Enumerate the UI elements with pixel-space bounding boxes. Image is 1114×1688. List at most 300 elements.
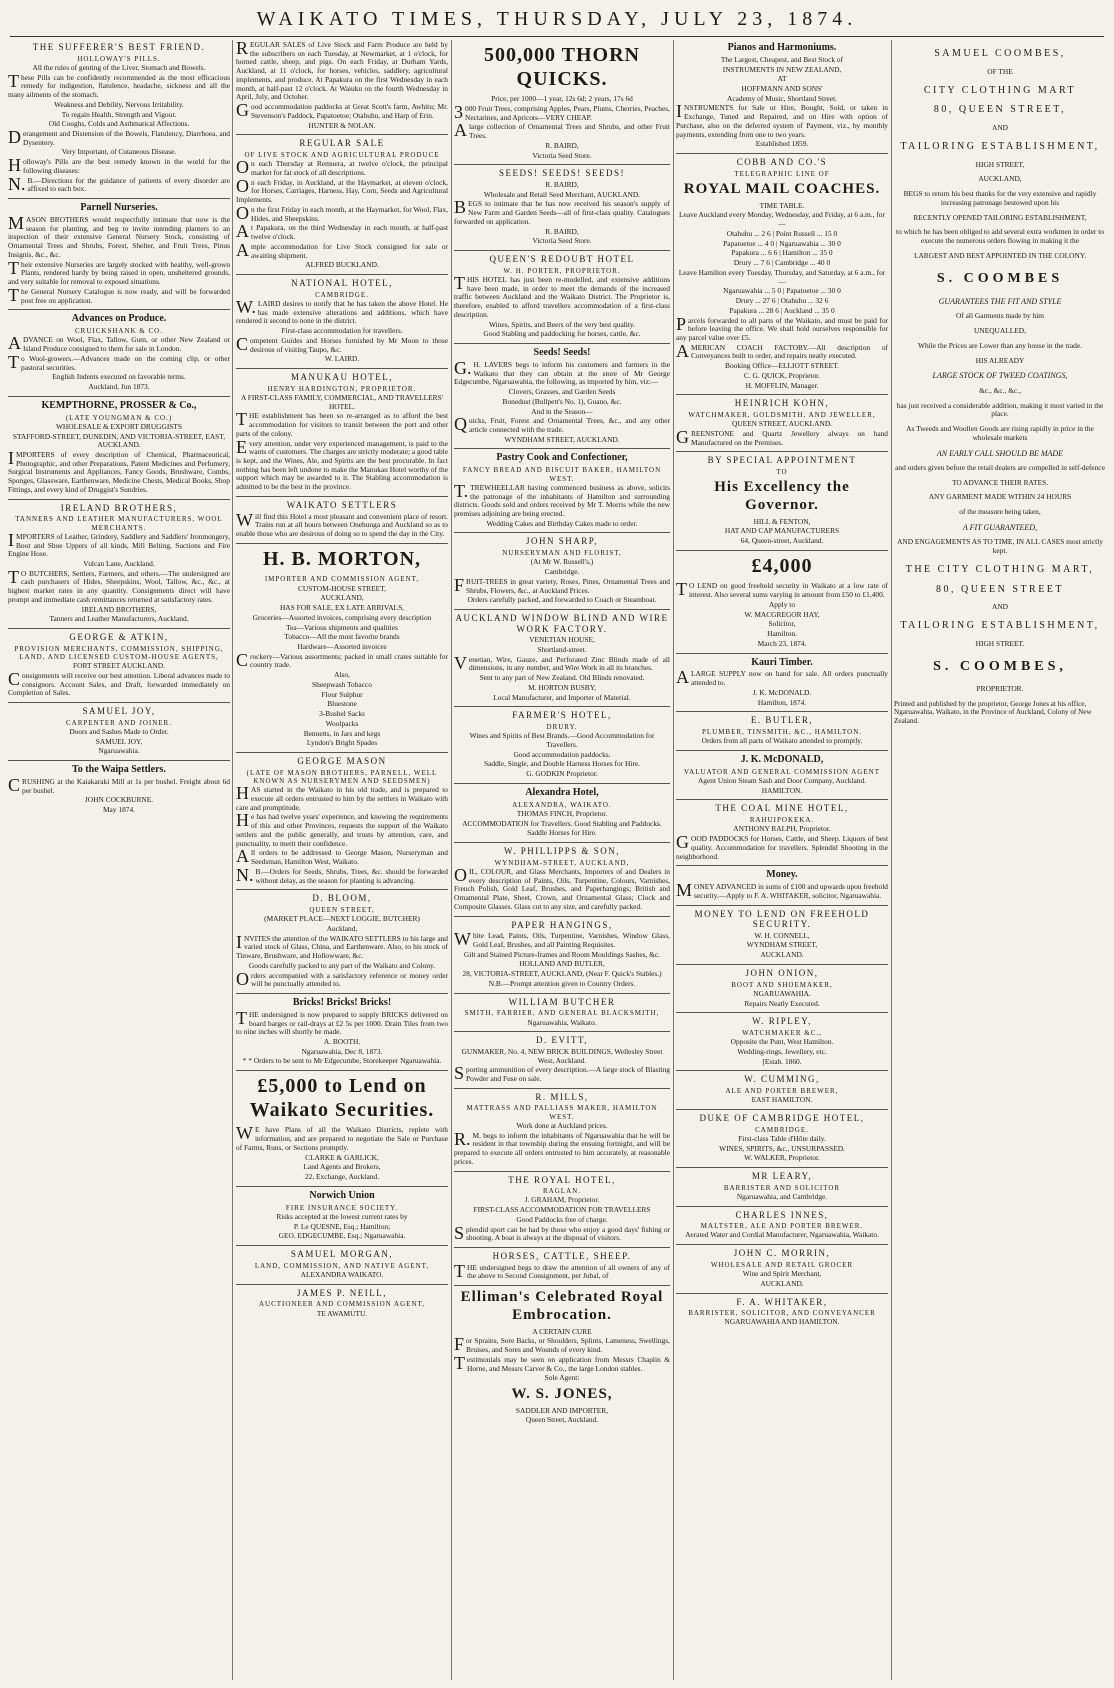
advert-text: Splendid sport can be had by those who enjoy a good days' fishing or shooting. A boat is always at the disposal of visitors. — [454, 1222, 670, 1243]
advert-text: Papatoetoe ... 4 0 | Ngaruawahia ... 30 0 — [723, 238, 841, 248]
advert-subheading: WHOLESALE AND RETAIL GROCER — [710, 1260, 854, 1269]
advert-heading: PAPER HANGINGS, — [511, 919, 613, 930]
advert-text: THE undersigned begs to draw the attention of all owners of any of the above to Second Consignment, per Jubal, of — [454, 1260, 670, 1281]
advert-heading: Alexandra Hotel, — [525, 786, 599, 798]
advert-text: ADVANCE on Wool, Flax, Tallow, Gum, or other New Zealand or Island Produce consigned to them for sale in London. — [8, 333, 230, 354]
advert-line: CITY CLOTHING MART — [923, 84, 1077, 96]
advertisement — [676, 1016, 888, 1071]
advert-subheading: MATTRASS AND PALLIASS MAKER, HAMILTON WEST. — [466, 1104, 658, 1121]
advert-text: GOOD PADDOCKS for Horses, Cattle, and Sheep. Liquors of best quality. Accommodation for travellers. Splendid Shooting in the neighborhood. — [676, 832, 888, 861]
advert-text: T.TREWHEELLAR having commenced business as above, solicits the patronage of the inhabitants of Hamilton and surrounding districts. Goods sold and orders received by Mr T. Morris while the new premises adjoining are being erected. — [454, 480, 670, 518]
advert-text: Orders carefully packed, and forwarded to Coach or Steamboat. — [467, 595, 657, 605]
advertisement — [454, 44, 670, 165]
advert-text: ALARGE SUPPLY now on hand for sale. All orders punctually attended to. — [676, 667, 888, 688]
advert-subheading: VALUATOR AND GENERAL COMMISSION AGENT — [684, 767, 880, 776]
advert-text: For Sprains, Sore Backs, or Shoulders, Splints, Lameness, Swellings, Bruises, and Sores and Wounds of every kind. — [454, 1334, 670, 1355]
advert-text: Gilt and Stained Picture-frames and Room Mouldings Sashes, &c. — [463, 949, 661, 959]
advertisement — [676, 42, 888, 154]
advert-text: Established 1859. — [755, 139, 809, 149]
advert-heading: WILLIAM BUTCHER — [508, 996, 616, 1007]
advert-subheading: DRURY. — [546, 722, 578, 731]
advert-line: GUARANTEES THE FIT AND STYLE — [938, 297, 1062, 307]
advert-heading: JOHN ONION, — [745, 967, 819, 978]
advert-text: Auckland, — [326, 923, 358, 933]
advert-heading: Parnell Nurseries. — [80, 202, 158, 214]
advert-text: Doors and Sashes Made to Order. — [69, 727, 169, 737]
advert-heading: £4,000 — [751, 554, 813, 577]
advert-subheading: CAMBRIDGE. — [755, 1125, 809, 1134]
advert-heading: 500,000 THORN QUICKS. — [484, 44, 640, 90]
advert-text: AUCKLAND, — [320, 593, 364, 603]
advert-text: Saddle, Single, and Double Harness Horses for Hire. — [484, 759, 640, 769]
advert-text: CRUSHING at the Kaiakaraki Mill at 1s per bushel. Freight about 6d per bushel. — [8, 775, 230, 796]
advertisement — [454, 710, 670, 784]
advert-text: R.M. begs to inform the inhabitants of Ngaruawahia that he will be resident in that township during the ensuing fortnight, and will be prepared to execute all orders entrusted to him accurately, at reasonable prices. — [454, 1128, 670, 1166]
advertisement — [454, 997, 670, 1033]
advert-text: HOFFMANN AND SONS' — [741, 84, 823, 93]
advert-text: 64, Queen-street, Auckland. — [740, 536, 824, 546]
advert-text: STAFFORD-STREET, DUNEDIN, AND VICTORIA-STREET, EAST, AUCKLAND. — [12, 431, 226, 450]
advert-text: W. MACGREGOR HAY, — [744, 609, 820, 619]
advert-text: Holloway's Pills are the best remedy known in the world for the following diseases: — [8, 155, 230, 176]
advert-line: RECENTLY OPENED TAILORING ESTABLISHMENT, — [913, 212, 1087, 222]
advert-text: R. BAIRD, — [545, 140, 579, 150]
advert-text: HUNTER & NOLAN. — [308, 120, 376, 130]
advert-text: ACCOMMODATION for Travellers. Good Stabling and Paddocks. — [462, 818, 662, 828]
advert-subheading: W. H. PORTER, PROPRIETOR. — [503, 266, 621, 275]
advert-heading: H. B. MORTON, — [262, 547, 422, 570]
advert-text: Agent Union Steam Sash and Door Company, Auckland. — [697, 775, 867, 785]
advert-heading: QUEEN'S REDOUBT HOTEL — [489, 254, 635, 265]
advert-line: AND ENGAGEMENTS AS TO TIME, IN ALL CASES most strictly kept. — [897, 537, 1103, 556]
advert-heading: Kauri Timber. — [751, 656, 813, 668]
advert-text: QUEEN STREET, AUCKLAND. — [731, 419, 833, 429]
advert-text: THE establishment has been so re-arranged as to afford the best accommodation for visitors to transit between the port and other parts of the colony. — [236, 409, 448, 438]
advertisement — [454, 613, 670, 707]
advert-text: And in the Season— — [531, 406, 593, 416]
advert-heading: WAIKATO SETTLERS — [286, 499, 398, 510]
masthead: WAIKATO TIMES, THURSDAY, JULY 23, 1874. — [256, 8, 858, 30]
advert-line: A FIT GUARANTEED, — [962, 522, 1038, 532]
advertisement — [454, 787, 670, 843]
advert-text: A FIRST-CLASS FAMILY, COMMERCIAL, AND TRAVELLERS' HOTEL. — [240, 392, 444, 411]
advert-text: Orders accompanied with a satisfactory reference or money order will be punctually attended to. — [236, 968, 448, 989]
advert-text: WE have Plans of all the Waikato Districts, replete with information, and are prepared to negotiate the Sale or Purchase of Farms, Runs, or Sections promptly. — [236, 1123, 448, 1152]
advert-heading: HORSES, CATTLE, SHEEP. — [492, 1251, 632, 1262]
advertisement — [236, 756, 448, 890]
advert-text: (MARKET PLACE—NEXT LOGGIE, BUTCHER) — [264, 914, 420, 924]
advertisement — [8, 42, 230, 199]
advert-text: R. BAIRD, — [545, 179, 579, 189]
advert-subheading: ALE AND PORTER BREWER, — [725, 1086, 839, 1095]
advert-text: HOLLAND AND BUTLER, — [519, 959, 605, 969]
advert-heading: SAMUEL MORGAN, — [290, 1249, 394, 1260]
advert-heading: AUCKLAND WINDOW BLIND AND WIRE WORK FACTORY. — [455, 612, 669, 634]
advert-text: FRUIT-TREES in great variety, Roses, Pines, Ornamental Trees and Shrubs, Flowers, &c., at Auckland Prices. — [454, 574, 670, 595]
advert-text: Bennetts, in Jars and kegs — [303, 728, 381, 738]
advert-text: P. Le QUESNE, Esq.; Hamilton; — [293, 1221, 391, 1231]
advert-text: SADDLER AND IMPORTER, — [515, 1405, 609, 1415]
advertisement — [8, 202, 230, 310]
advert-subheading: IMPORTER AND COMMISSION AGENT, — [264, 575, 420, 584]
advert-heading: Pianos and Harmoniums. — [727, 42, 837, 53]
advertisement — [236, 41, 448, 135]
advert-heading: COBB AND CO.'S — [736, 157, 828, 168]
advert-text: All orders to be addressed to George Mason, Nurseryman and Seedsman, Hamilton West, Waikato. — [236, 846, 448, 867]
advert-heading: Pastry Cook and Confectioner, — [496, 452, 628, 464]
advert-text: H. MOFFLIN, Manager. — [745, 380, 819, 390]
column-divider — [232, 40, 233, 1680]
advert-text: 3000 Fruit Trees, comprising Apples, Pears, Plums, Cherries, Peaches, Nectarines, and Apricots—VERY CHEAP. — [454, 101, 670, 122]
advert-text: Groceries—Assorted invoices, comprising every description — [252, 612, 432, 622]
advert-line: AN EARLY CALL SHOULD BE MADE — [936, 448, 1064, 458]
advert-heading: FARMER'S HOTEL, — [512, 710, 612, 721]
advert-text: Leave Hamilton every Tuesday, Thursday, and Saturday, at 6 a.m., for— — [678, 267, 886, 286]
advert-text: SAMUEL JOY, — [95, 736, 143, 746]
advert-line: 80, QUEEN STREET — [935, 583, 1065, 595]
advert-text: AUCKLAND. — [760, 950, 804, 960]
advert-subheading: WYNDHAM-STREET, AUCKLAND, — [494, 858, 630, 867]
advertisement — [8, 313, 230, 396]
advert-heading: Elliman's Celebrated Royal Embrocation. — [460, 1289, 664, 1323]
advert-text: Solicitor, — [768, 619, 796, 629]
advert-text: W. LAIRD. — [324, 354, 360, 364]
advert-text: HAMILTON. — [761, 785, 803, 795]
advert-heading: BY SPECIAL APPOINTMENT — [707, 455, 857, 466]
advert-heading: F. A. WHITAKER, — [736, 1296, 828, 1307]
advert-text: Apply to — [768, 599, 796, 609]
advert-text: Ngaruawahia, and Cambridge. — [736, 1191, 828, 1201]
advertisement — [676, 1210, 888, 1246]
advertisement — [454, 254, 670, 344]
advert-text: R. BAIRD, — [545, 226, 579, 236]
advert-text: Queen Street, Auckland. — [525, 1415, 599, 1425]
advert-heading: Money. — [766, 869, 798, 881]
advert-text: AMERICAN COACH FACTORY.—All description of Conveyances built to order, and repairs neatly executed. — [676, 340, 888, 361]
advert-text: ANTHONY RALPH, Proprietor. — [733, 824, 831, 834]
advert-text: Hamilton. — [767, 629, 797, 639]
advert-text: HAS started in the Waikato in his old trade, and is prepared to execute all orders entrusted to him by the settlers in Waikato with care and promptitude. — [236, 783, 448, 812]
advert-text: Ngaruawahia, Dec 8, 1873. — [301, 1046, 383, 1056]
advert-text: FIRST-CLASS ACCOMMODATION FOR TRAVELLERS — [473, 1205, 651, 1215]
advert-text: WHOLESALE & EXPORT DRUGGISTS — [55, 421, 183, 431]
advert-text: THIS HOTEL has just been re-modelled, and extensive additions have been made, in order to meet the demands of the increased traffic between Auckland and the Waikato District. The Proprietor is, therefore, enabled to afford travellers accommodation of a first-class description. — [454, 272, 670, 319]
advert-text: Work done at Auckland prices. — [516, 1120, 608, 1130]
advert-line: UNEQUALLED, — [974, 326, 1026, 336]
advert-heading: SAMUEL JOY, — [82, 706, 156, 717]
advert-line: AND — [991, 602, 1008, 612]
advert-text: A CERTAIN CURE — [532, 1326, 592, 1336]
advert-heading: KEMPTHORNE, PROSSER & Co., — [41, 399, 197, 411]
advertisement — [454, 1175, 670, 1249]
advert-text: Ample accommodation for Live Stock consigned for sale or awaiting shipment. — [236, 239, 448, 260]
advert-text: Ngaruawahia, Waikato. — [527, 1017, 597, 1027]
advert-line: of the measure being taken, — [959, 507, 1041, 517]
advert-text: Flour Sulphur — [321, 689, 363, 699]
advertisement — [454, 846, 670, 917]
advert-line: has just received a considerable addition, making it most varied in the place. — [896, 400, 1104, 419]
advert-text: Booking Office—ELLIOTT STREET. — [725, 361, 839, 371]
advert-text: Every attention, under very experienced management, is paid to the wants of customers. The charges are strictly moderate; a good table is kept, and the Wines, Ale, and Spirits are the best procurable. In fact nothing has been left undone to make the Manukau Hotel worthy of the support which may be awarded to it. The Stabling accommodation is admitted to be the best in the province. — [236, 436, 448, 492]
advert-line: HIS ALREADY — [975, 355, 1025, 365]
advert-line: Printed and published by the proprietor, George Jones at his office, Ngaruawahia, Waikato, in the Province of Auckland, Colony of New Zealand. — [894, 699, 1092, 725]
advert-subheading: PROVISION MERCHANTS, COMMISSION, SHIPPING, LAND, AND LICENSED CUSTOM-HOUSE AGENTS, — [14, 644, 224, 661]
advert-text: INSTRUMENTS for Sale or Hire, Bought, Sold, or taken in Exchange, Tuned and Repaired, and on Hire with option of Purchase, also on the deferred system of Payment, viz., by monthly payments, extending from one to two years. — [676, 101, 888, 139]
advert-text: All the rules of genting of the Liver, Stomach and Bowels. — [32, 62, 206, 72]
advert-line: Of all Garments made by him — [955, 311, 1045, 321]
advert-text: W.LAIRD desires to notify that he has taken the above Hotel. He has made extensive alterations and additions, which have rendered it second to none in the district. — [236, 296, 448, 326]
advert-text: ALFRED BUCKLAND. — [305, 260, 379, 270]
advertisement — [236, 1249, 448, 1285]
advert-text: IMPORTERS of every description of Chemical, Pharmaceutical, Photographic, and other Preparations, Patent Medicines and Perfumery, Surgical Instruments and Appliances, Fancy Goods, Brushware, Combs, Sponges, Glassware, Earthenware, Medicine Chests, Medical Books, Shop Fittings, and every kind of Druggist's Sundries. — [8, 447, 230, 494]
advert-heading: £5,000 to Lend on Waikato Securities. — [249, 1075, 435, 1121]
advert-subheading: (LATE OF MASON BROTHERS, PARNELL, WELL KNOWN AS NURSERYMEN AND SEEDSMEN) — [246, 768, 438, 785]
advert-text: Price, per 1000—1 year, 12s 6d; 2 years, 17s 6d — [491, 94, 633, 104]
advert-text: INSTRUMENTS IN NEW ZEALAND, — [722, 64, 842, 74]
advertisement — [676, 968, 888, 1013]
advert-line: PROPRIETOR. — [976, 684, 1024, 694]
advert-subheading: RAGLAN. — [543, 1187, 581, 1196]
advert-text: Drury ... 7 6 | Cambridge ... 40 0 — [733, 258, 831, 268]
advertisement — [236, 1075, 448, 1187]
advert-text: HILL & FENTON, — [753, 516, 811, 526]
advert-text: Sporting ammunition of every description.—A large stock of Blasting Powder and Fuse on sale. — [454, 1063, 670, 1084]
advert-text: English Indents executed on favorable terms. — [52, 372, 186, 382]
advert-line: THE CITY CLOTHING MART, — [905, 563, 1095, 575]
advert-heading: NATIONAL HOTEL, — [291, 278, 393, 289]
advertisement — [236, 372, 448, 497]
advert-text: Hamilton, 1874. — [757, 697, 807, 707]
advert-text: The Largest, Cheapest, and Best Stock of — [720, 54, 844, 64]
advert-text: 3-Bushel Sacks — [319, 709, 365, 719]
advert-line: OF THE — [987, 66, 1013, 76]
advert-heading: D. EVITT, — [535, 1035, 589, 1046]
advert-heading: HEINRICH KOHN, — [734, 398, 830, 409]
advert-text: The General Nursery Catalogue is now ready, and will be forwarded post free on application. — [8, 284, 230, 305]
advert-line: S. COOMBES — [936, 270, 1064, 286]
advert-text: Wines and Spirits of Best Brands.—Good Accommodation for Travellers. — [469, 731, 655, 749]
advert-text: N.B.—Prompt attention given to Country Orders. — [488, 978, 636, 988]
advert-text: Good Paddocks free of charge. — [516, 1214, 608, 1224]
masthead-rule — [10, 36, 1104, 37]
advert-text: (At Mr W. Russell's,) — [530, 557, 594, 567]
advert-text: At Papakura, on the third Wednesday in each month, at half-past twelve o'clock. — [236, 221, 448, 242]
advert-text: Local Manufacturer, and Importer of Material. — [493, 692, 631, 702]
advert-text: First-class Table d'Hôte daily. — [738, 1133, 826, 1143]
advert-text: His Excellency the Governor. — [714, 479, 850, 513]
advert-subheading: TELEGRAPHIC LINE OF — [734, 169, 830, 178]
advert-line: AND — [991, 123, 1008, 133]
advert-heading: MONEY TO LEND ON FREEHOLD SECURITY. — [694, 908, 870, 930]
advert-text: Papakura ... 6 6 | Hamilton ... 35 0 — [731, 248, 833, 258]
advert-subheading: CAMBRIDGE. — [315, 290, 369, 299]
advert-text: Saddle Horses for Hire. — [527, 828, 597, 838]
advert-heading: E. BUTLER, — [750, 715, 814, 726]
advert-text: GEO. EDGECUMBE, Esq.; Ngaruawahia. — [278, 1231, 406, 1241]
advert-text: Testimonials may be seen on application from Messrs Chaplin & Horne, and Messrs Carver & Co., the large London stables. — [454, 1352, 670, 1373]
advert-line: &c., &c., &c., — [979, 385, 1021, 395]
advert-text: On the first Friday in each month, at the Haymarket, for Wool, Flax, Hides, and Sheepskins. — [236, 202, 448, 223]
advert-line: While the Prices are Lower than any house in the trade. — [918, 340, 1082, 350]
advertisement — [676, 157, 888, 395]
advert-text: W. S. JONES, — [511, 1385, 613, 1402]
advert-subheading: SMITH, FARRIER, AND GENERAL BLACKSMITH, — [464, 1009, 660, 1018]
advertisement — [454, 920, 670, 994]
advert-text: These Pills can be confidently recommended as the most efficacious remedy for indigestion, flatulence, headache, sickness and all the many ailments of the stomach. — [8, 70, 230, 100]
advertisement — [236, 1288, 448, 1323]
advertisement — [236, 997, 448, 1071]
advert-text: Aerated Water and Cordial Manufacturer, Ngaruawahia, Waikato. — [685, 1230, 879, 1240]
advert-text: AT — [777, 74, 787, 84]
advertisement — [676, 398, 888, 452]
advertisement — [454, 1251, 670, 1286]
advert-heading: MR LEARY, — [751, 1170, 813, 1181]
advert-text: Victoria Seed Store. — [532, 236, 592, 246]
column-4 — [676, 40, 888, 1680]
advert-line: HIGH STREET. — [975, 638, 1025, 648]
advert-text: OIL, COLOUR, and Glass Merchants, Importers of and Dealers in every description of Paints, Oils, Turpentine, Colours, Varnishes, French Polish, Gold Leaf, Brushes, and Paperhangings; British and Ornamental Plate, Sheet, Crown, and Ornamental Glass; Clock and Composite Glasses. Glass cut to any size, and carefully packed. — [454, 864, 670, 911]
advert-line: and orders given before the retail dealers are compelled in self-defence — [895, 462, 1105, 472]
advertisement — [676, 555, 888, 654]
advert-text: ALEXANDRA WAIKATO. — [300, 1269, 384, 1279]
advert-text: AUCKLAND. — [760, 1278, 804, 1288]
advert-line: BEGS to return his best thanks for the very extensive and rapidly increasing patronage bestowed upon his — [903, 189, 1097, 207]
advert-text: First-class accommodation for travellers. — [281, 326, 403, 336]
advertisement — [236, 1190, 448, 1246]
advert-subheading: QUEEN STREET, — [309, 905, 375, 914]
advert-subheading: LAND, COMMISSION, AND NATIVE AGENT, — [254, 1261, 430, 1270]
advert-text: TIME TABLE. — [759, 200, 805, 210]
advert-text: Competent Guides and Horses furnished by Mr Moon to those desirous of visiting Taupo, &c. — [236, 333, 448, 354]
advert-text: March 23, 1874. — [757, 638, 807, 648]
advert-text: NGARUAWAHIA AND HAMILTON. — [724, 1317, 840, 1327]
advert-text: May 1874. — [102, 805, 136, 815]
advert-subheading: HENRY HARDINGTON, PROPRIETOR. — [267, 384, 417, 393]
advert-text: Orders from all parts of Waikato attended to promptly. — [701, 736, 863, 746]
advert-heading: Bricks! Bricks! Bricks! — [292, 997, 392, 1009]
advert-text: JOHN COCKBURNE. — [84, 795, 154, 805]
advert-subheading: FANCY BREAD AND BISCUIT BAKER, HAMILTON WEST. — [462, 466, 662, 483]
advert-subheading: BARRISTER, SOLICITOR, AND CONVEYANCER — [688, 1309, 876, 1318]
advert-heading: CHARLES INNES, — [735, 1209, 829, 1220]
advertisement — [454, 536, 670, 610]
advert-heading: SEEDS! SEEDS! SEEDS! — [498, 168, 625, 179]
advertisement — [454, 1035, 670, 1089]
advert-heading: THE SUFFERER'S BEST FRIEND. — [32, 42, 206, 52]
advert-text: Good accommodation paddocks. — [513, 749, 611, 759]
advert-line: TO ADVANCE THEIR RATES. — [951, 477, 1049, 487]
advert-text: G.H. LAVERS begs to inform his customers and farmers in the Waikato that they can obtain at the store of Mr George Edgecumbe, Ngaruawahia, the following, as imported by him, viz:— — [454, 357, 670, 387]
advert-text: Wholesale and Retail Seed Merchant, AUCKLAND. — [483, 189, 641, 199]
advert-text: Derangement and Distension of the Bowels, Flatulency, Diarrhoea, and Dysentery. — [8, 127, 230, 147]
column-divider — [451, 40, 452, 1680]
advert-line: SAMUEL COOMBES, — [934, 48, 1066, 59]
advert-text: VENETIAN HOUSE, — [529, 635, 595, 645]
advert-text: FORT STREET AUCKLAND. — [73, 661, 165, 671]
advert-text: 28, VICTORIA-STREET, AUCKLAND, (Near F. Quick's Stables.) — [462, 969, 662, 979]
advert-text: Land Agents and Brokers, — [303, 1162, 381, 1172]
advert-text: On each Thursday at Remuera, at twelve o'clock, the principal market for fat stock of all descriptions. — [236, 157, 448, 178]
advert-text: TO LEND on good freehold security in Waikato at a low rate of interest. Also several sums varying in amount from £50 to £1,400. — [676, 579, 888, 600]
advert-line: AUCKLAND, — [978, 174, 1022, 184]
advert-heading: JAMES P. NEILL, — [296, 1287, 387, 1298]
advert-text: Leave Auckland every Monday, Wednesday, and Friday, at 6 a.m., for— — [679, 210, 885, 229]
advert-text: TE AWAMUTU. — [316, 1308, 368, 1318]
advertisement — [676, 1297, 888, 1332]
advert-text: IRELAND BROTHERS, — [81, 604, 157, 614]
advert-line: to which he has been obliged to add several extra workmen in order to execute the numerous orders flowing in making it the — [896, 227, 1104, 246]
advert-line: LARGEST AND BEST APPOINTED IN THE COLONY. — [913, 250, 1087, 260]
advertisement — [236, 138, 448, 275]
advert-heading: MANUKAU HOTEL, — [291, 372, 393, 383]
advert-text: Woolpacks — [325, 718, 359, 728]
advertisement — [8, 632, 230, 703]
advert-text: HAT AND CAP MANUFACTURERS — [724, 526, 840, 536]
advert-text: [Estab. 1860. — [762, 1056, 802, 1066]
advertisement — [454, 1289, 670, 1429]
advert-text: WINES, SPIRITS, &c., UNSURPASSED. — [719, 1143, 845, 1153]
advert-line: TAILORING ESTABLISHMENT, — [900, 620, 1100, 632]
advertisement — [676, 803, 888, 866]
advert-text: Wedding Cakes and Birthday Cakes made to order. — [486, 518, 638, 528]
advert-text: THE undersigned is now prepared to supply BRICKS delivered on board barges or rail-drays at £2 5s per 1000. Drain Tiles from two to nine inches will shortly be made. — [236, 1007, 448, 1037]
advert-text: CUSTOM-HOUSE STREET, — [297, 583, 386, 593]
advert-text: Weakness and Debility, Nervous Irritability. — [54, 99, 184, 109]
advert-heading: GEORGE MASON — [297, 756, 387, 767]
advert-subheading: RAHUIPOKEKA. — [749, 816, 815, 825]
advert-text: Consignments will receive our best attention. Liberal advances made to consignors. Account Sales, and Draft, forwarded immediately on Completion of Sales. — [8, 668, 230, 698]
advert-subheading: FIRE INSURANCE SOCIETY. — [285, 1203, 399, 1212]
advert-heading: Norwich Union — [309, 1189, 375, 1201]
advert-text: TO BUTCHERS, Settlers, Farmers, and others.—The undersigned are cash purchasers of Hides, Sheepskins, Wool, Tallow, &c., &c., at highest market rates in any quantity. Consignments direct will have prompt and immediate cash remittances returned at satisfactory rates. — [8, 566, 230, 604]
advert-text: THOMAS FINCH, Proprietor. — [516, 808, 608, 818]
advert-text: Risks accepted at the lowest current rates by — [276, 1211, 408, 1221]
advert-text: Parcels forwarded to all parts of the Waikato, and must be paid for before leaving the office. We shall hold ourselves responsible for any parcel value over £5. — [676, 313, 888, 342]
advert-text: Alarge collection of Ornamental Trees and Shrubs, and other Fruit Trees. — [454, 120, 670, 141]
advert-line: As Tweeds and Woollen Goods are rising rapidly in price in the wholesale markets — [906, 424, 1094, 442]
advert-text: MONEY ADVANCED in sums of £100 and upwards upon freehold security.—Apply to F. A. WHITAKER, solicitor, Ngaruawahia. — [676, 880, 888, 901]
advert-text: Repairs Neatly Executed. — [744, 998, 820, 1008]
advertisement — [8, 764, 230, 819]
advert-text: N.B.—Orders for Seeds, Shrubs, Trees, &c. should be forwarded without delay, as the season for planting is advancing. — [236, 864, 448, 885]
advert-text: Victoria Seed Store. — [532, 150, 592, 160]
advert-text: Goods carefully packed to any part of the Waikato and Colony. — [248, 960, 436, 970]
advertisement — [676, 657, 888, 713]
advertisement — [454, 452, 670, 533]
advert-text: Sole Agent: — [544, 1373, 580, 1383]
column-2 — [236, 40, 448, 1680]
advertisement — [236, 500, 448, 544]
advert-text: Sent to any part of New Zealand. Old Blinds renovated. — [479, 673, 645, 683]
advert-heading: Seeds! Seeds! — [533, 347, 591, 359]
column-1 — [8, 40, 230, 1680]
advert-text: * * Orders to be sent to Mr Edgecumbe, Storekeeper Ngaruawahia. — [242, 1056, 442, 1066]
advert-text: MASON BROTHERS would respectfully intimate that now is the season for planting, and beg to invite intending planters to an inspection of their extensive General Nursery Stock, consisting of Ornamental Trees and Shrubs, Forest, Shelter, and Fruit Trees, Pinus Insignis, &c., &c. — [8, 212, 230, 259]
advertisement — [454, 347, 670, 449]
advert-text: HAS FOR SALE, EX LATE ARRIVALS, — [279, 603, 405, 613]
advert-text: CLARKE & GARLICK, — [305, 1152, 379, 1162]
advert-heading: REGULAR SALE — [299, 138, 385, 149]
advert-line: HIGH STREET, — [975, 159, 1025, 169]
advert-text: Bonedust (Bullpett's No. 1), Guano, &c. — [502, 396, 622, 406]
advert-text: W. H. CONNELL, — [754, 930, 810, 940]
advert-text: M. HORTON BUSBY, — [528, 682, 596, 692]
advertisement — [676, 754, 888, 801]
advertisement — [8, 503, 230, 629]
advert-text: Will find this Hotel a most pleasant and convenient place of resort. Trains run at all hours between Onehunga and Auckland so as to enable those who are desirous of doing so to spend the day in the City. — [236, 509, 448, 539]
advert-text: REGULAR SALES of Live Stock and Farm Produce are held by the subscribers on each Tuesday, at Newmarket, at 1 o'clock, for horned cattle, sheep, and pigs. On each Friday, at Durham Yards, Auckland, at 11 o'clock, for horses, vehicles, saddlery, agricultural implements, and produce. At Papakura on the first Wednesday in each month, at half-past 12 o'clock. At Waiuku on the fourth Wednesday in April, July, and October. — [236, 40, 448, 102]
advertisement — [8, 706, 230, 761]
